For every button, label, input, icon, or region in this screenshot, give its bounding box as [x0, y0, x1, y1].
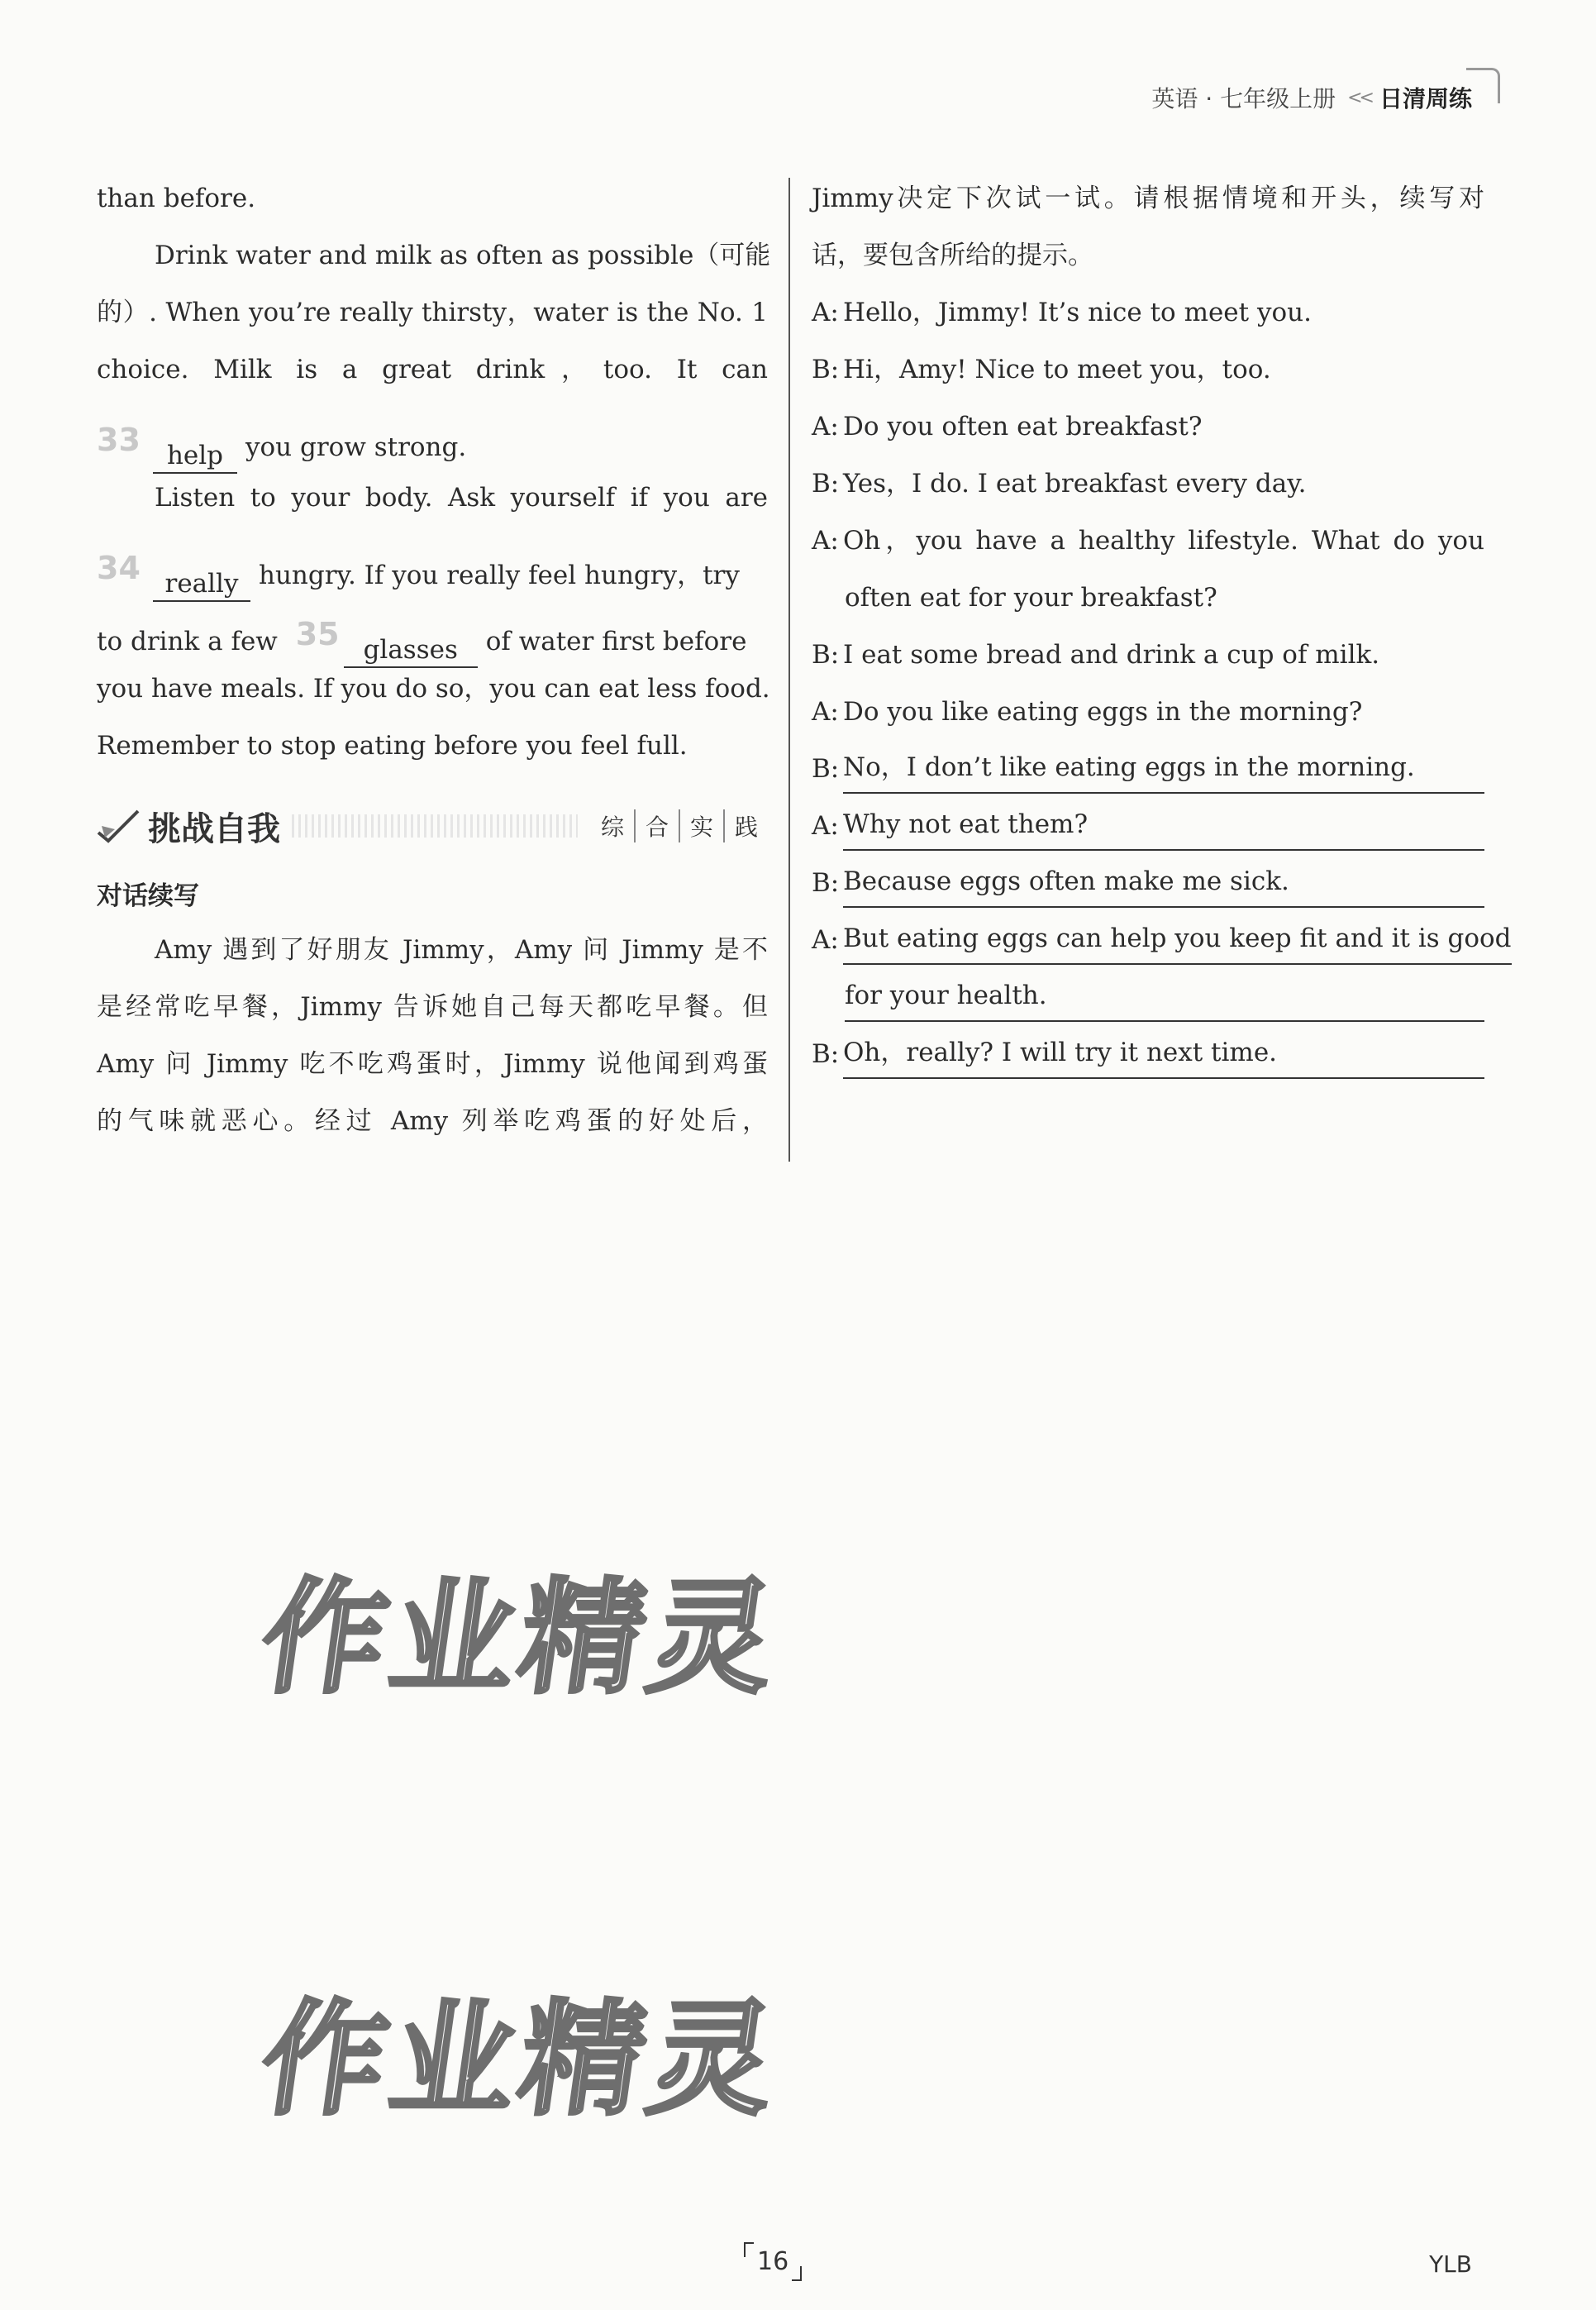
section-tag	[591, 809, 768, 842]
subject-label: 英语 · 七年级上册	[1151, 85, 1336, 112]
intro-line: Amy 遇到了好朋友 Jimmy，Amy 问 Jimmy 是不	[155, 935, 768, 965]
dialogue-text: Hi，Amy! Nice to meet you，too.	[843, 355, 1271, 384]
watermark: 作业精灵	[252, 1988, 789, 2132]
dialogue-text: I eat some bread and drink a cup of milk.	[843, 640, 1380, 670]
speaker-label: B:	[812, 640, 840, 670]
answer-blank[interactable]: help	[153, 439, 237, 474]
pen-check-icon	[97, 808, 140, 844]
tag-char: 合	[636, 809, 680, 842]
speaker-label: B:	[812, 355, 840, 384]
question-34	[97, 530, 768, 601]
dialogue-answer-line	[812, 1029, 1484, 1086]
tag-char: 综	[591, 809, 636, 842]
tag-char: 实	[680, 809, 725, 842]
tag-char: 践	[734, 814, 758, 841]
answer-line[interactable]: But eating eggs can help you keep fit and it is good	[843, 915, 1512, 965]
speaker-label: A:	[812, 925, 839, 955]
subheading: 对话续写	[97, 881, 199, 911]
column-divider	[788, 178, 790, 1162]
question-number: 33	[97, 422, 141, 458]
edition-code: YLB	[1429, 2250, 1472, 2278]
answer-blank[interactable]: really	[153, 567, 250, 602]
speaker-label: A:	[812, 526, 839, 556]
passage-text: to drink a few	[97, 627, 278, 656]
answer-line[interactable]: Because eggs often make me sick.	[843, 858, 1484, 908]
left-column	[97, 174, 771, 1153]
dialogue-answer-line	[812, 801, 1484, 858]
dialogue-line	[812, 516, 1484, 573]
speaker-label: A:	[812, 811, 839, 841]
right-column	[812, 174, 1512, 1086]
dialogue-text: Do you like eating eggs in the morning?	[843, 697, 1363, 727]
page-header	[1151, 81, 1472, 114]
passage-text: you grow strong.	[245, 432, 467, 462]
answer-line[interactable]: Oh，really? I will try it next time.	[843, 1029, 1484, 1079]
intro-line: Amy 问 Jimmy 吃不吃鸡蛋时，Jimmy 说他闻到鸡蛋	[97, 1049, 768, 1079]
dialogue-answer-line	[812, 744, 1484, 801]
section-header	[97, 785, 768, 867]
series-title: 日清周练	[1379, 85, 1472, 112]
speaker-label: A:	[812, 697, 839, 727]
question-33	[97, 402, 768, 473]
dialogue-line	[812, 687, 1484, 744]
dialogue-line	[812, 402, 1484, 459]
answer-line[interactable]: No，I don’t like eating eggs in the morning.	[843, 744, 1484, 794]
dialogue-answer-line	[812, 858, 1484, 915]
section-title: 挑战自我	[148, 809, 280, 848]
answer-line[interactable]: for your health.	[845, 972, 1484, 1022]
dialogue-line	[812, 630, 1484, 687]
question-number: 34	[97, 550, 141, 586]
speaker-label: B:	[812, 469, 840, 499]
speaker-label: B:	[812, 868, 840, 898]
decorative-bar	[292, 814, 578, 838]
dialogue-answer-line	[812, 972, 1484, 1029]
answer-blank[interactable]: glasses	[344, 633, 478, 668]
dialogue-line	[812, 573, 1484, 630]
intro-line: 是经常吃早餐，Jimmy 告诉她自己每天都吃早餐。但	[97, 992, 768, 1022]
dialogue-text: Hello，Jimmy! It’s nice to meet you.	[843, 298, 1312, 327]
passage-line: choice. Milk is a great drink，too. It can	[97, 355, 768, 384]
intro-line: 话，要包含所给的提示。	[812, 241, 1093, 270]
dialogue-answer-line	[812, 915, 1512, 972]
passage-line: you have meals. If you do so，you can eat less food.	[97, 674, 770, 704]
passage-line: 的）. When you’re really thirsty，water is the No. 1	[97, 298, 768, 327]
passage-line: Listen to your body. Ask yourself if you are	[155, 483, 768, 513]
passage-line: Drink water and milk as often as possible（可能	[155, 241, 771, 270]
dialogue-line	[812, 459, 1484, 516]
dialogue-text: Oh，you have a healthy lifestyle. What do you	[843, 526, 1484, 556]
speaker-label: A:	[812, 298, 839, 327]
dialogue-line	[812, 345, 1484, 402]
dialogue-text: often eat for your breakfast?	[845, 583, 1217, 613]
passage-text: hungry. If you really feel hungry，try	[259, 561, 740, 590]
passage-line: Remember to stop eating before you feel full.	[97, 731, 688, 761]
corner-bracket-icon	[1466, 68, 1500, 103]
passage-text: of water first before	[485, 627, 747, 656]
intro-line: 的气味就恶心。经过 Amy 列举吃鸡蛋的好处后，	[97, 1106, 768, 1136]
speaker-label: A:	[812, 412, 839, 441]
dialogue-text: Yes，I do. I eat breakfast every day.	[843, 469, 1307, 499]
chevron-icon: <<	[1347, 87, 1371, 108]
answer-line[interactable]: Why not eat them?	[843, 801, 1484, 851]
dialogue-text: Do you often eat breakfast?	[843, 412, 1203, 441]
speaker-label: B:	[812, 1039, 840, 1069]
speaker-label: B:	[812, 754, 840, 784]
question-35	[97, 601, 768, 664]
question-number: 35	[295, 616, 340, 652]
passage-line: than before.	[97, 184, 256, 213]
dialogue-line	[812, 288, 1484, 345]
intro-line: Jimmy决定下次试一试。请根据情境和开头，续写对	[812, 184, 1484, 213]
watermark: 作业精灵	[252, 1567, 789, 1711]
page-number: 16	[744, 2247, 802, 2276]
